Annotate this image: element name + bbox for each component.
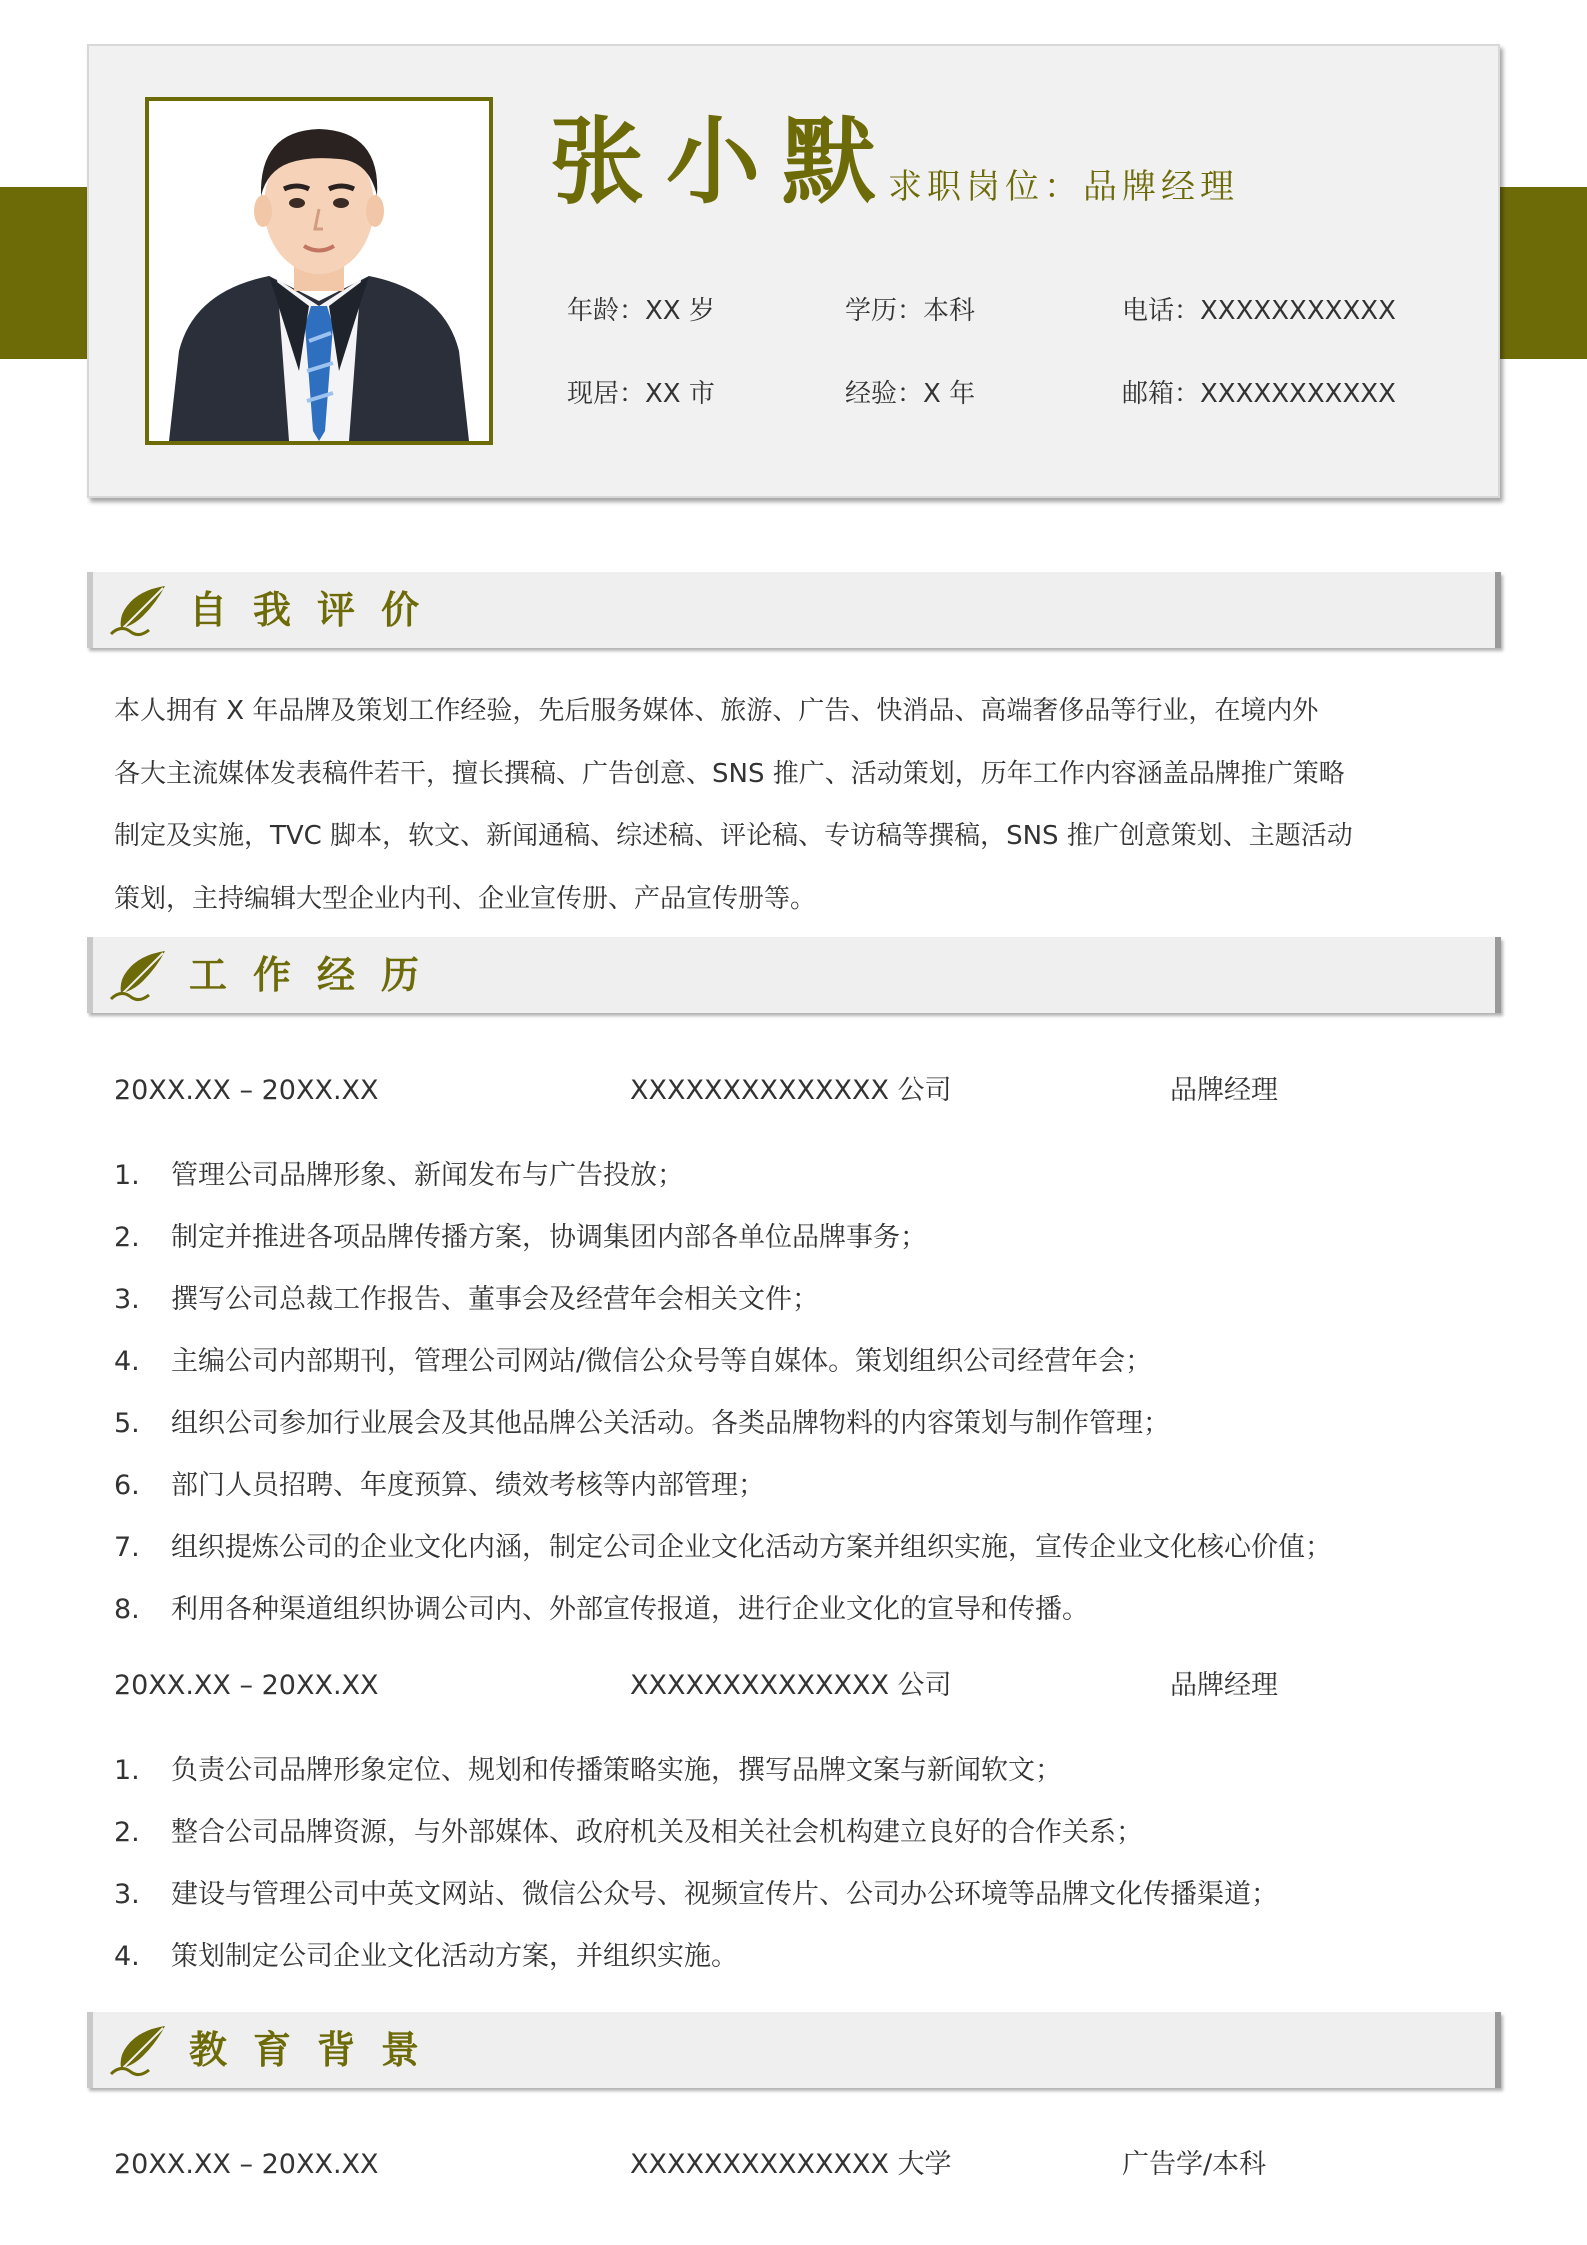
self-eval-line: 各大主流媒体发表稿件若干，擅长撰稿、广告创意、SNS 推广、活动策划，历年工作内容涵盖品牌推广策略	[114, 758, 1345, 789]
duty-text: 负责公司品牌形象定位、规划和传播策略实施，撰写品牌文案与新闻软文；	[171, 1755, 1062, 1786]
section-header-self-eval	[87, 572, 1501, 648]
job-position: 品牌经理	[1170, 1075, 1278, 1106]
job-position: 品牌经理	[1170, 1670, 1278, 1701]
job-period: 20XX.XX – 20XX.XX	[114, 1670, 379, 1701]
self-evaluation-text	[114, 680, 1484, 930]
duty-number: 1.	[114, 1160, 140, 1191]
job-period: 20XX.XX – 20XX.XX	[114, 1075, 379, 1106]
duty-number: 7.	[114, 1532, 140, 1563]
section-title: 教育背景	[189, 2028, 446, 2072]
phone-info: 电话：XXXXXXXXXXX	[1122, 296, 1396, 326]
experience-info: 经验：X 年	[845, 379, 976, 409]
duty-text: 整合公司品牌资源，与外部媒体、政府机关及相关社会机构建立良好的合作关系；	[171, 1817, 1143, 1848]
duty-number: 5.	[114, 1408, 140, 1439]
age-info: 年龄：XX 岁	[567, 296, 715, 326]
profile-photo	[145, 97, 493, 445]
duty-number: 3.	[114, 1879, 140, 1910]
self-eval-line: 制定及实施，TVC 脚本，软文、新闻通稿、综述稿、评论稿、专访稿等撰稿，SNS 推广创意策划、主题活动	[114, 821, 1353, 851]
duty-text: 利用各种渠道组织协调公司内、外部宣传报道，进行企业文化的宣导和传播。	[171, 1594, 1089, 1625]
duty-text: 部门人员招聘、年度预算、绩效考核等内部管理；	[171, 1470, 765, 1501]
duty-item	[114, 1815, 1143, 1851]
duty-item	[114, 1220, 927, 1256]
job-objective: 求职岗位：品牌经理	[888, 167, 1239, 207]
section-title: 自我评价	[189, 588, 446, 632]
duty-number: 1.	[114, 1755, 140, 1786]
quill-icon	[109, 584, 167, 638]
duty-number: 3.	[114, 1284, 140, 1315]
job-company: XXXXXXXXXXXXXX 公司	[630, 1670, 952, 1701]
decor-bar-right	[1487, 187, 1587, 359]
duty-item	[114, 1344, 1152, 1380]
duty-text: 组织提炼公司的企业文化内涵，制定公司企业文化活动方案并组织实施，宣传企业文化核心价值；	[171, 1532, 1332, 1563]
portrait-illustration	[149, 101, 489, 441]
duty-number: 2.	[114, 1222, 140, 1253]
education-major: 广告学/本科	[1122, 2149, 1267, 2180]
duty-item	[114, 1282, 819, 1318]
duty-item	[114, 1406, 1170, 1442]
duty-text: 制定并推进各项品牌传播方案，协调集团内部各单位品牌事务；	[171, 1222, 927, 1253]
duty-text: 建设与管理公司中英文网站、微信公众号、视频宣传片、公司办公环境等品牌文化传播渠道；	[171, 1879, 1278, 1910]
email-info: 邮箱：XXXXXXXXXXX	[1122, 379, 1396, 409]
duty-item	[114, 1158, 684, 1194]
section-header-education	[87, 2012, 1501, 2088]
duty-text: 组织公司参加行业展会及其他品牌公关活动。各类品牌物料的内容策划与制作管理；	[171, 1408, 1170, 1439]
duty-number: 4.	[114, 1346, 140, 1377]
section-title: 工作经历	[189, 953, 446, 997]
self-eval-line: 本人拥有 X 年品牌及策划工作经验，先后服务媒体、旅游、广告、快消品、高端奢侈品等行业，在境内外	[114, 696, 1319, 726]
duty-item	[114, 1468, 765, 1504]
duty-item	[114, 1753, 1062, 1789]
education-school: XXXXXXXXXXXXXX 大学	[630, 2149, 952, 2180]
duty-text: 主编公司内部期刊，管理公司网站/微信公众号等自媒体。策划组织公司经营年会；	[171, 1346, 1153, 1377]
duty-item	[114, 1939, 738, 1975]
duty-number: 4.	[114, 1941, 140, 1972]
duty-item	[114, 1592, 1089, 1628]
duty-text: 管理公司品牌形象、新闻发布与广告投放；	[171, 1160, 684, 1191]
duty-text: 策划制定公司企业文化活动方案，并组织实施。	[171, 1941, 738, 1972]
job-company: XXXXXXXXXXXXXX 公司	[630, 1075, 952, 1106]
duty-number: 8.	[114, 1594, 140, 1625]
quill-icon	[109, 2024, 167, 2078]
duty-item	[114, 1530, 1332, 1566]
education-info: 学历：本科	[845, 296, 976, 326]
education-period: 20XX.XX – 20XX.XX	[114, 2149, 379, 2180]
self-eval-line: 策划，主持编辑大型企业内刊、企业宣传册、产品宣传册等。	[114, 883, 817, 914]
duty-number: 6.	[114, 1470, 140, 1501]
duty-number: 2.	[114, 1817, 140, 1848]
duty-item	[114, 1877, 1278, 1913]
section-header-work	[87, 937, 1501, 1013]
duty-text: 撰写公司总裁工作报告、董事会及经营年会相关文件；	[171, 1284, 819, 1315]
residence-info: 现居：XX 市	[567, 379, 715, 409]
quill-icon	[109, 949, 167, 1003]
candidate-name: 张小默	[550, 108, 899, 217]
